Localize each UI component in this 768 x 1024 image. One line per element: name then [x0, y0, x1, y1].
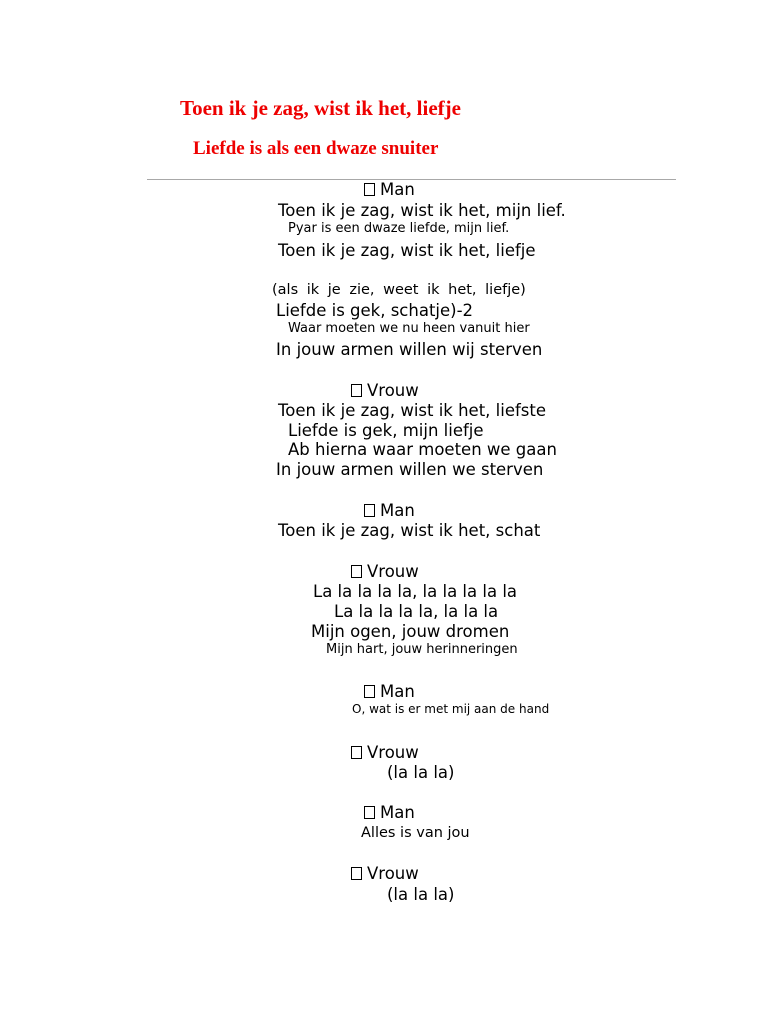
speaker-label: Man: [364, 182, 415, 199]
speaker-label: Vrouw: [351, 745, 419, 762]
lyric-line: In jouw armen willen we sterven: [276, 460, 544, 479]
speaker-label: Vrouw: [351, 564, 419, 581]
lyric-line: Mijn ogen, jouw dromen: [311, 622, 510, 641]
lyric-line: Toen ik je zag, wist ik het, liefste: [278, 401, 547, 420]
box-glyph-icon: [351, 565, 362, 578]
speaker-label: Man: [364, 805, 415, 822]
box-glyph-icon: [364, 504, 375, 517]
lyric-line: La la la la la, la la la la la: [313, 582, 518, 601]
speaker-label: Man: [364, 684, 415, 701]
speaker-label: Vrouw: [351, 866, 419, 883]
speaker-label: Vrouw: [351, 383, 419, 400]
lyric-line: Mijn hart, jouw herinneringen: [326, 642, 518, 657]
page-title: Toen ik je zag, wist ik het, liefje: [180, 96, 461, 120]
lyric-line: Liefde is gek, schatje)-2: [276, 301, 474, 320]
lyric-line: O, wat is er met mij aan de hand: [352, 702, 550, 716]
page-subtitle: Liefde is als een dwaze snuiter: [193, 138, 439, 159]
lyric-line: (la la la): [387, 885, 455, 904]
lyric-line: (als ik je zie, weet ik het, liefje): [272, 282, 526, 298]
speaker-label: Man: [364, 503, 415, 520]
lyric-line: Toen ik je zag, wist ik het, liefje: [278, 241, 536, 260]
lyric-line: In jouw armen willen wij sterven: [276, 340, 543, 359]
lyric-line: Liefde is gek, mijn liefje: [288, 421, 484, 440]
box-glyph-icon: [364, 183, 375, 196]
lyric-line: (la la la): [387, 763, 455, 782]
lyric-line: Toen ik je zag, wist ik het, mijn lief.: [278, 201, 566, 220]
box-glyph-icon: [351, 746, 362, 759]
lyric-line: La la la la la, la la la: [334, 602, 499, 621]
lyric-line: Alles is van jou: [361, 825, 470, 841]
lyric-line: Pyar is een dwaze liefde, mijn lief.: [288, 221, 510, 236]
lyric-line: Toen ik je zag, wist ik het, schat: [278, 521, 541, 540]
lyric-line: Waar moeten we nu heen vanuit hier: [288, 321, 530, 336]
box-glyph-icon: [364, 685, 375, 698]
box-glyph-icon: [351, 867, 362, 880]
box-glyph-icon: [364, 806, 375, 819]
lyric-line: Ab hierna waar moeten we gaan: [288, 440, 557, 459]
box-glyph-icon: [351, 384, 362, 397]
